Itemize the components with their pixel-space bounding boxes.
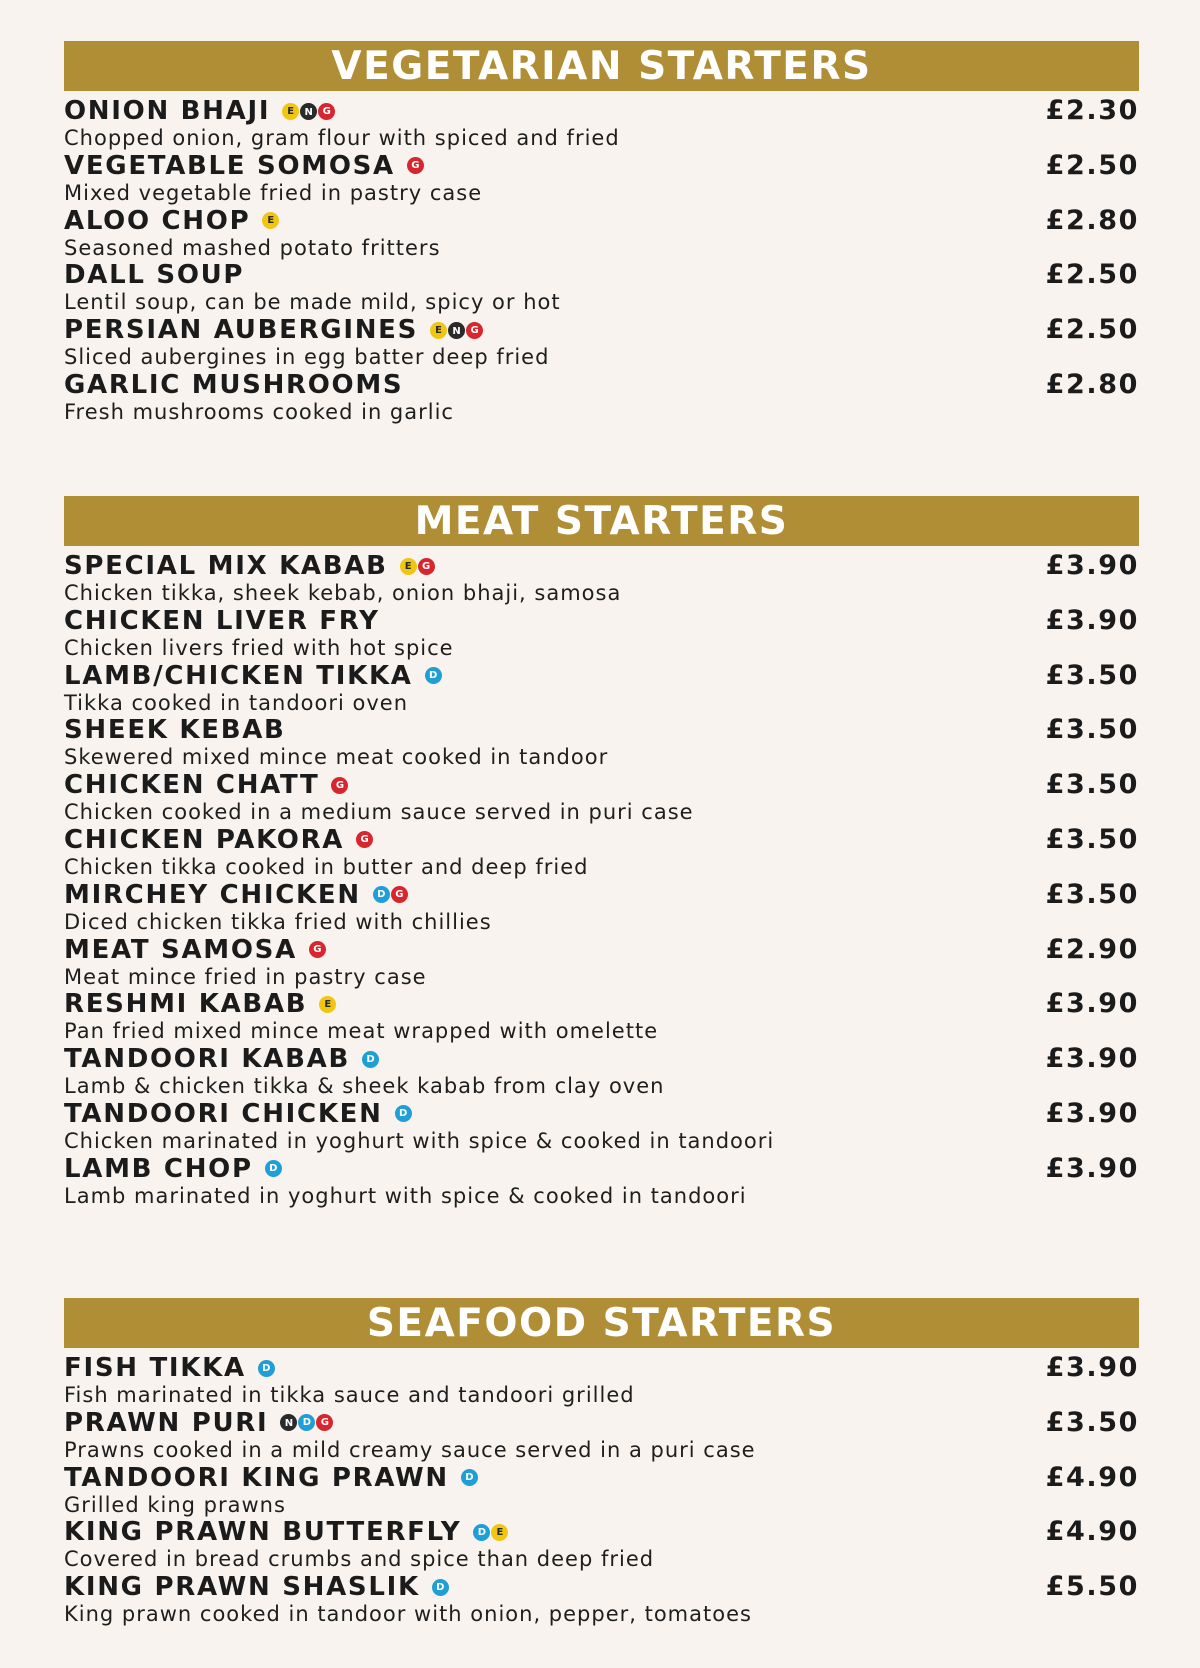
- menu-item-price: £3.50: [1045, 714, 1139, 746]
- menu-item-header: [64, 260, 1139, 290]
- allergen-n-icon: N: [448, 322, 465, 339]
- menu-item: [64, 1517, 1139, 1572]
- menu-item-name: PERSIAN AUBERGINES: [64, 315, 419, 346]
- allergen-g-icon: G: [407, 157, 424, 174]
- allergen-tags: [407, 157, 424, 174]
- menu-item-price: £3.50: [1045, 659, 1139, 691]
- menu-item-description: Chicken tikka, sheek kebab, onion bhaji, samosa: [64, 581, 622, 605]
- menu-item-header: [64, 880, 1139, 910]
- menu-item-list: [64, 551, 1139, 1209]
- menu-item-header: [64, 1353, 1139, 1383]
- allergen-g-icon: G: [391, 886, 408, 903]
- menu-item-price: £4.90: [1045, 1461, 1139, 1493]
- menu-item-price: £5.50: [1045, 1571, 1139, 1603]
- menu-item-price: £3.90: [1045, 1152, 1139, 1184]
- menu-item-description: Diced chicken tikka fried with chillies: [64, 909, 492, 934]
- allergen-tags: [461, 1469, 478, 1486]
- menu-item-header: [64, 315, 1139, 345]
- allergen-g-icon: G: [418, 558, 435, 575]
- menu-item-description: Prawns cooked in a mild creamy sauce served in a puri case: [64, 1437, 756, 1462]
- allergen-d-icon: D: [425, 667, 442, 684]
- menu-item-price: £3.90: [1045, 1043, 1139, 1075]
- menu-item-header: [64, 770, 1139, 800]
- allergen-d-icon: D: [395, 1105, 412, 1122]
- allergen-tags: [309, 941, 326, 958]
- menu-item-description: Chopped onion, gram flour with spiced and fried: [64, 126, 620, 150]
- menu-item-price: £2.80: [1045, 204, 1139, 236]
- menu-item: [64, 770, 1139, 825]
- menu-item-name: SHEEK KEBAB: [64, 715, 286, 746]
- allergen-d-icon: D: [265, 1160, 282, 1177]
- menu-item-name: CHICKEN CHATT: [64, 770, 320, 801]
- menu-item: [64, 935, 1139, 990]
- allergen-n-icon: N: [300, 103, 317, 120]
- menu-item: [64, 260, 1139, 315]
- allergen-d-icon: D: [298, 1414, 315, 1431]
- menu-item: [64, 606, 1139, 661]
- menu-item-price: £2.50: [1045, 314, 1139, 346]
- menu-item-header: [64, 825, 1139, 855]
- menu-item: [64, 1099, 1139, 1154]
- allergen-e-icon: E: [400, 558, 417, 575]
- menu-item-header: [64, 151, 1139, 181]
- menu-item: [64, 151, 1139, 206]
- menu-item-header: [64, 206, 1139, 236]
- allergen-d-icon: D: [432, 1579, 449, 1596]
- allergen-d-icon: D: [461, 1469, 478, 1486]
- menu-item-header: [64, 1044, 1139, 1074]
- menu-item: [64, 1353, 1139, 1408]
- menu-item-list: [64, 96, 1139, 425]
- menu-item: [64, 1154, 1139, 1209]
- menu-item-name: ONION BHAJI: [64, 96, 271, 126]
- menu-item-description: Lamb & chicken tikka & sheek kabab from clay oven: [64, 1074, 665, 1099]
- allergen-e-icon: E: [319, 996, 336, 1013]
- menu-item-price: £3.50: [1045, 878, 1139, 910]
- allergen-tags: [262, 212, 279, 229]
- menu-item-description: Tikka cooked in tandoori oven: [64, 690, 408, 715]
- menu-item-name: LAMB/CHICKEN TIKKA: [64, 660, 413, 691]
- allergen-e-icon: E: [430, 322, 447, 339]
- section-banner: [64, 41, 1139, 91]
- allergen-tags: [282, 103, 335, 120]
- menu-item-price: £3.90: [1045, 1352, 1139, 1383]
- allergen-g-icon: G: [331, 777, 348, 794]
- menu-item-name: MEAT SAMOSA: [64, 934, 297, 965]
- menu-item-name: MIRCHEY CHICKEN: [64, 879, 361, 910]
- menu-item-header: [64, 1099, 1139, 1129]
- menu-item-header: [64, 1517, 1139, 1547]
- menu-item: [64, 825, 1139, 880]
- section-vegetarian-starters: [64, 41, 1139, 425]
- menu-item-price: £3.90: [1045, 1097, 1139, 1129]
- menu-item-description: Lamb marinated in yoghurt with spice & cooked in tandoori: [64, 1183, 747, 1208]
- menu-item-description: Chicken livers fried with hot spice: [64, 635, 454, 660]
- allergen-tags: [425, 667, 442, 684]
- menu-item: [64, 661, 1139, 716]
- menu-item-price: £3.50: [1045, 823, 1139, 855]
- menu-item-description: Chicken tikka cooked in butter and deep fried: [64, 854, 589, 879]
- menu-item-name: CHICKEN PAKORA: [64, 824, 345, 855]
- menu-item-price: £3.50: [1045, 1406, 1139, 1438]
- menu-item: [64, 551, 1139, 606]
- menu-item-name: TANDOORI KABAB: [64, 1044, 350, 1075]
- menu-item-description: King prawn cooked in tandoor with onion, pepper, tomatoes: [64, 1602, 752, 1627]
- menu-item-description: Lentil soup, can be made mild, spicy or hot: [64, 290, 561, 315]
- menu-item-header: [64, 370, 1139, 400]
- allergen-tags: [473, 1524, 508, 1541]
- menu-item-price: £3.90: [1045, 604, 1139, 636]
- allergen-tags: [280, 1414, 333, 1431]
- allergen-g-icon: G: [316, 1414, 333, 1431]
- menu-item: [64, 1572, 1139, 1627]
- allergen-g-icon: G: [318, 103, 335, 120]
- section-meat-starters: [64, 496, 1139, 1209]
- menu-item-description: Skewered mixed mince meat cooked in tandoor: [64, 745, 609, 770]
- allergen-d-icon: D: [258, 1360, 275, 1377]
- menu-item: [64, 370, 1139, 425]
- menu-item-description: Seasoned mashed potato fritters: [64, 235, 441, 260]
- allergen-g-icon: G: [466, 322, 483, 339]
- allergen-d-icon: D: [373, 886, 390, 903]
- menu-item-name: VEGETABLE SOMOSA: [64, 150, 395, 181]
- menu-item: [64, 96, 1139, 151]
- menu-item-name: DALL SOUP: [64, 260, 245, 291]
- menu-item-price: £3.50: [1045, 769, 1139, 801]
- menu-item: [64, 1463, 1139, 1518]
- allergen-g-icon: G: [356, 831, 373, 848]
- allergen-tags: [432, 1579, 449, 1596]
- menu-item-header: [64, 661, 1139, 691]
- menu-item-description: Fresh mushrooms cooked in garlic: [64, 399, 454, 424]
- section-seafood-starters: [64, 1298, 1139, 1627]
- menu-item: [64, 1408, 1139, 1463]
- allergen-tags: [265, 1160, 282, 1177]
- menu-item-name: FISH TIKKA: [64, 1353, 246, 1383]
- menu-item-name: KING PRAWN BUTTERFLY: [64, 1517, 462, 1548]
- menu-item: [64, 880, 1139, 935]
- menu-item-price: £2.30: [1045, 95, 1139, 126]
- menu-item-price: £2.50: [1045, 149, 1139, 181]
- menu-item-description: Meat mince fried in pastry case: [64, 964, 427, 989]
- allergen-d-icon: D: [473, 1524, 490, 1541]
- menu-item-price: £4.90: [1045, 1516, 1139, 1548]
- section-title: VEGETARIAN STARTERS: [331, 43, 872, 89]
- menu-item-name: KING PRAWN SHASLIK: [64, 1572, 420, 1603]
- menu-item-header: [64, 1408, 1139, 1438]
- menu-item-header: [64, 935, 1139, 965]
- menu-item: [64, 1044, 1139, 1099]
- menu-item-description: Mixed vegetable fried in pastry case: [64, 180, 483, 205]
- menu-item-name: GARLIC MUSHROOMS: [64, 369, 404, 400]
- menu-item-name: CHICKEN LIVER FRY: [64, 605, 380, 636]
- menu-item-header: [64, 1572, 1139, 1602]
- section-title: MEAT STARTERS: [414, 498, 789, 544]
- allergen-tags: [258, 1360, 275, 1377]
- menu-item-name: TANDOORI CHICKEN: [64, 1098, 383, 1129]
- allergen-e-icon: E: [282, 103, 299, 120]
- allergen-g-icon: G: [309, 941, 326, 958]
- section-banner: [64, 1298, 1139, 1348]
- menu-item-list: [64, 1353, 1139, 1627]
- allergen-e-icon: E: [262, 212, 279, 229]
- menu-item-header: [64, 1463, 1139, 1493]
- menu-item-description: Covered in bread crumbs and spice than deep fried: [64, 1547, 655, 1572]
- menu-item-name: RESHMI KABAB: [64, 989, 308, 1020]
- menu-item-header: [64, 989, 1139, 1019]
- menu-item-name: LAMB CHOP: [64, 1153, 253, 1184]
- menu-item-header: [64, 1154, 1139, 1184]
- menu-item: [64, 989, 1139, 1044]
- menu-item-name: ALOO CHOP: [64, 205, 251, 236]
- menu-item: [64, 715, 1139, 770]
- menu-item-description: Pan fried mixed mince meat wrapped with omelette: [64, 1019, 659, 1044]
- allergen-tags: [430, 322, 483, 339]
- menu-item-name: PRAWN PURI: [64, 1407, 269, 1438]
- allergen-tags: [373, 886, 408, 903]
- section-banner: [64, 496, 1139, 546]
- allergen-tags: [356, 831, 373, 848]
- allergen-tags: [400, 558, 435, 575]
- menu-item-price: £2.80: [1045, 368, 1139, 400]
- menu-item-price: £3.90: [1045, 988, 1139, 1020]
- allergen-tags: [331, 777, 348, 794]
- section-title: SEAFOOD STARTERS: [366, 1300, 837, 1346]
- menu-item-header: [64, 96, 1139, 126]
- menu-item-price: £2.50: [1045, 259, 1139, 291]
- menu-item: [64, 315, 1139, 370]
- allergen-tags: [395, 1105, 412, 1122]
- menu-item-description: Chicken marinated in yoghurt with spice & cooked in tandoori: [64, 1128, 775, 1153]
- menu-item-description: Sliced aubergines in egg batter deep fried: [64, 345, 550, 370]
- menu-item-header: [64, 606, 1139, 636]
- allergen-e-icon: E: [491, 1524, 508, 1541]
- menu-item: [64, 206, 1139, 261]
- menu-item-header: [64, 551, 1139, 581]
- menu-item-price: £2.90: [1045, 933, 1139, 965]
- allergen-tags: [319, 996, 336, 1013]
- menu-item-name: TANDOORI KING PRAWN: [64, 1462, 449, 1493]
- menu-item-header: [64, 715, 1139, 745]
- allergen-d-icon: D: [362, 1051, 379, 1068]
- menu-item-description: Fish marinated in tikka sauce and tandoori grilled: [64, 1383, 635, 1407]
- allergen-tags: [362, 1051, 379, 1068]
- menu-item-price: £3.90: [1045, 550, 1139, 581]
- menu-item-name: SPECIAL MIX KABAB: [64, 551, 388, 581]
- menu-item-description: Grilled king prawns: [64, 1492, 286, 1517]
- allergen-n-icon: N: [280, 1414, 297, 1431]
- menu-item-description: Chicken cooked in a medium sauce served in puri case: [64, 800, 694, 825]
